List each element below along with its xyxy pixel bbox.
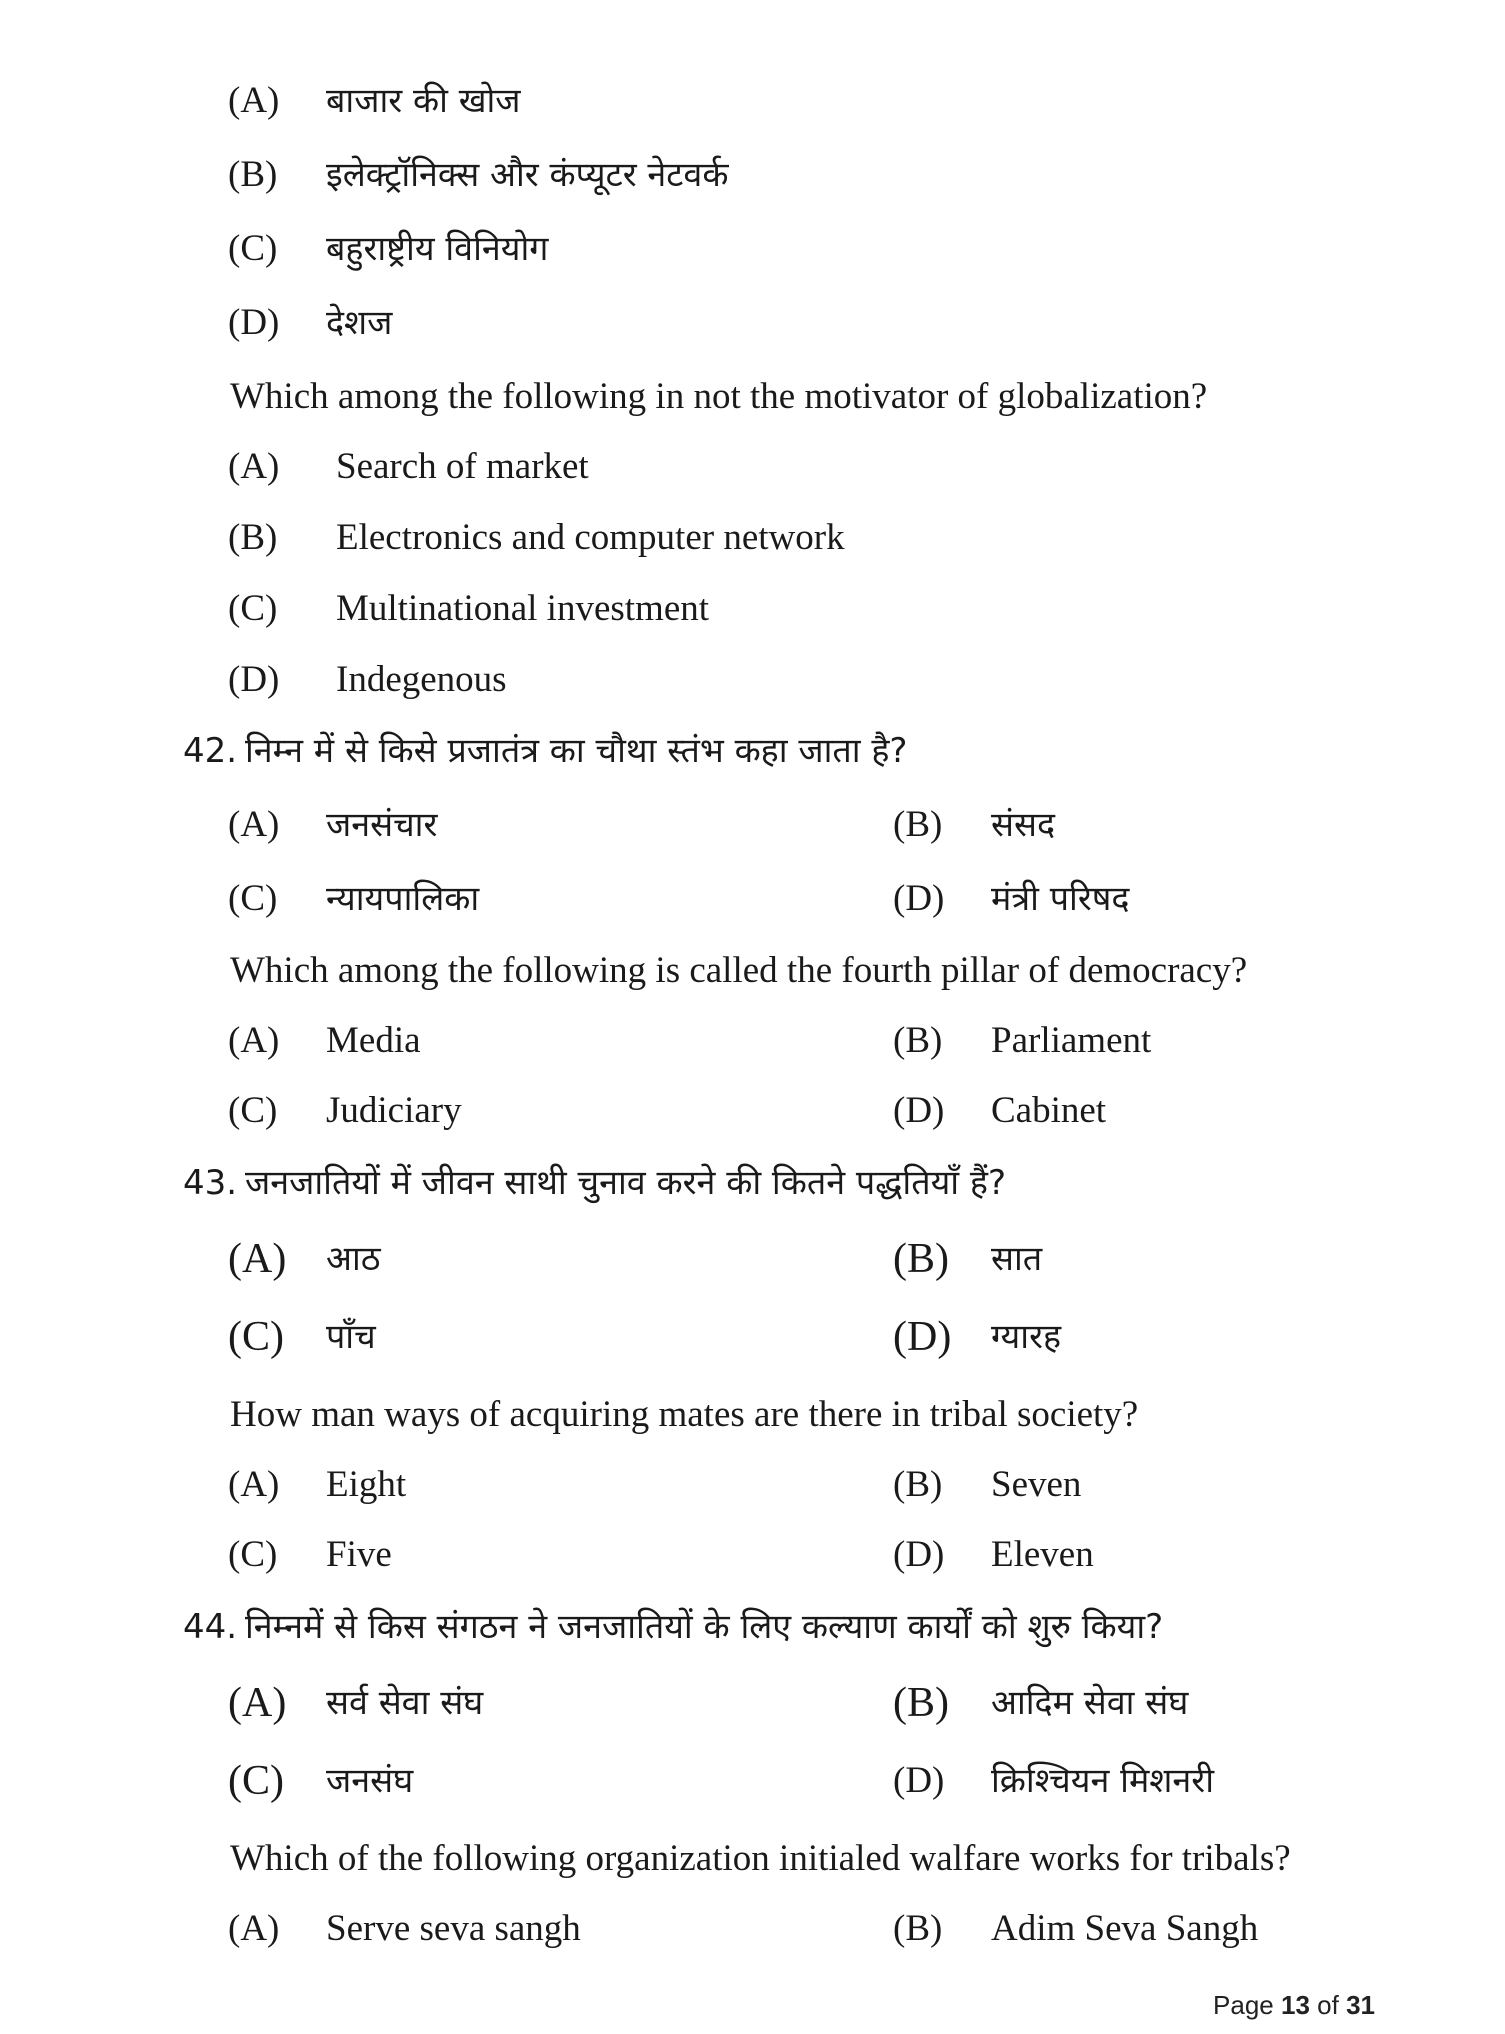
option-text: सात [991, 1239, 1043, 1279]
option-text: बहुराष्ट्रीय विनियोग [326, 229, 549, 269]
option-label: (C) [228, 228, 278, 269]
option-text: सर्व सेवा संघ [326, 1683, 484, 1723]
option-text: Media [326, 1020, 421, 1061]
option-label: (A) [228, 1908, 280, 1949]
option-label: (B) [893, 1908, 943, 1949]
option-text: देशज [326, 303, 393, 343]
question-text: जनजातियों में जीवन साथी चुनाव करने की कितने पद्धतियाँ हैं? [245, 1163, 1007, 1203]
page-current: 13 [1281, 1990, 1310, 2020]
option-text: Judiciary [326, 1090, 462, 1131]
option-text: जनसंचार [326, 805, 438, 845]
option-label: (A) [228, 80, 280, 121]
option-text: Eleven [991, 1534, 1094, 1575]
option-label: (D) [893, 1314, 952, 1360]
option-text: ग्यारह [991, 1317, 1062, 1357]
option-text: Adim Seva Sangh [991, 1908, 1259, 1949]
question-text: निम्नमें से किस संगठन ने जनजातियों के लिए कल्याण कार्यों को शुरु किया? [245, 1607, 1164, 1647]
option-label: (B) [893, 804, 943, 845]
option-text: क्रिश्चियन मिशनरी [991, 1761, 1215, 1801]
option-label: (A) [228, 1680, 287, 1726]
question-text: निम्न में से किसे प्रजातंत्र का चौथा स्तंभ कहा जाता है? [245, 731, 908, 771]
page-word: Page [1213, 1990, 1274, 2020]
option-text: संसद [991, 805, 1056, 845]
option-text: Seven [991, 1464, 1082, 1505]
option-text: न्यायपालिका [326, 879, 480, 919]
page-total: 31 [1346, 1990, 1375, 2020]
option-label: (A) [228, 804, 280, 845]
option-text: Serve seva sangh [326, 1908, 581, 1949]
option-label: (C) [228, 1534, 278, 1575]
option-label: (C) [228, 878, 278, 919]
option-label: (C) [228, 1758, 284, 1804]
option-label: (A) [228, 1020, 280, 1061]
option-label: (B) [893, 1680, 949, 1726]
question-number: 43. [183, 1163, 238, 1203]
option-text: मंत्री परिषद [991, 879, 1130, 919]
option-label: (D) [893, 878, 945, 919]
q42-en-question: Which among the following is called the fourth pillar of democracy? [230, 950, 1248, 991]
q41-en-question: Which among the following in not the motivator of globalization? [230, 376, 1208, 417]
option-label: (A) [228, 446, 280, 487]
option-text: Five [326, 1534, 392, 1575]
question-number: 44. [183, 1607, 238, 1647]
page-footer [1213, 1990, 1375, 2021]
option-label: (C) [228, 1314, 284, 1360]
option-text: Cabinet [991, 1090, 1107, 1131]
option-text: Electronics and computer network [336, 517, 845, 558]
option-text: जनसंघ [326, 1761, 414, 1801]
option-label: (C) [228, 588, 278, 629]
option-label: (D) [893, 1534, 945, 1575]
option-label: (B) [228, 154, 278, 195]
option-label: (A) [228, 1236, 287, 1282]
option-label: (B) [893, 1020, 943, 1061]
option-label: (C) [228, 1090, 278, 1131]
option-label: (B) [228, 517, 278, 558]
option-text: इलेक्ट्रॉनिक्स और कंप्यूटर नेटवर्क [326, 155, 729, 195]
option-text: बाजार की खोज [326, 81, 521, 121]
q44-en-question: Which of the following organization initialed walfare works for tribals? [230, 1838, 1291, 1879]
page-of: of [1317, 1990, 1339, 2020]
option-text: पाँच [326, 1317, 376, 1357]
option-label: (B) [893, 1236, 949, 1282]
option-text: आदिम सेवा संघ [991, 1683, 1189, 1723]
option-label: (D) [228, 302, 280, 343]
q43-en-question: How man ways of acquiring mates are there in tribal society? [230, 1394, 1139, 1435]
option-label: (D) [228, 659, 280, 700]
option-text: Parliament [991, 1020, 1152, 1061]
question-number: 42. [183, 731, 238, 771]
option-text: Eight [326, 1464, 407, 1505]
option-text: Search of market [336, 446, 589, 487]
option-label: (B) [893, 1464, 943, 1505]
option-label: (D) [893, 1090, 945, 1131]
option-text: आठ [326, 1239, 381, 1279]
option-text: Indegenous [336, 659, 507, 700]
option-label: (D) [893, 1760, 945, 1801]
option-text: Multinational investment [336, 588, 710, 629]
option-label: (A) [228, 1464, 280, 1505]
